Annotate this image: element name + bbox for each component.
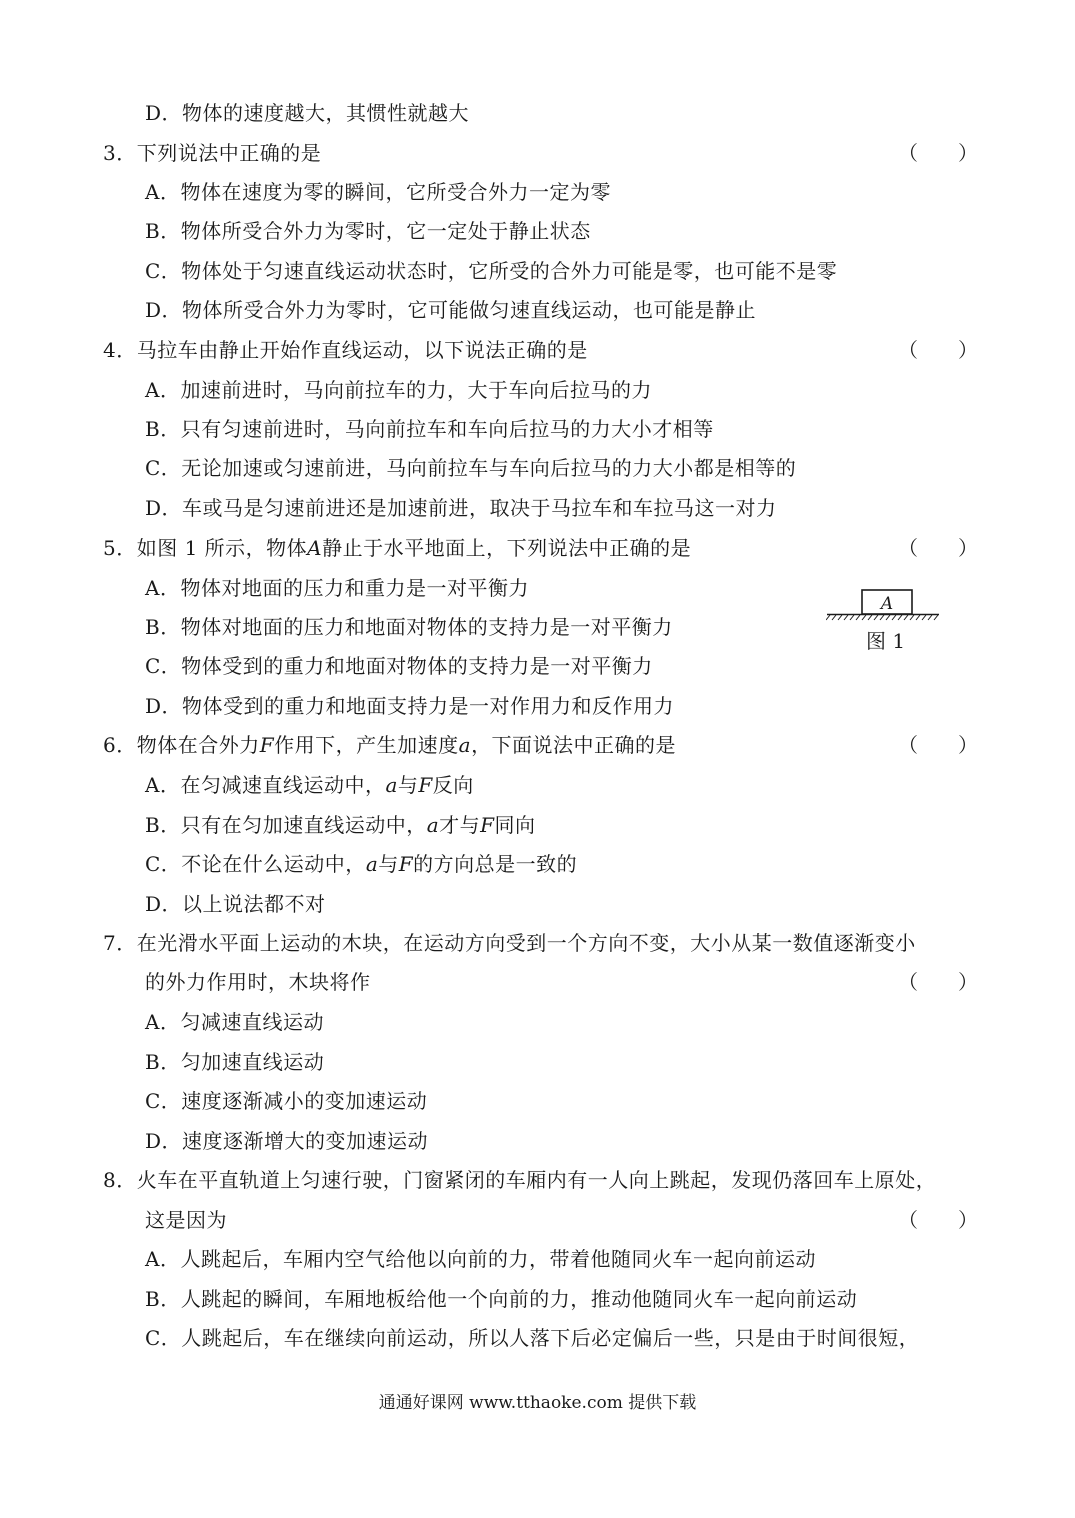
q7-option-a: A．匀减速直线运动 — [145, 1010, 324, 1034]
q6-option-a — [145, 771, 474, 799]
figure-1-drawing — [826, 588, 940, 628]
q6-stem — [103, 731, 676, 759]
q5-stem-post: 静止于水平地面上，下列说法中正确的是 — [322, 536, 692, 560]
q5-stem — [103, 534, 691, 562]
q3-option-b: B．物体所受合外力为零时，它一定处于静止状态 — [145, 219, 591, 243]
q4-option-d: D．车或马是匀速前进还是加速前进，取决于马拉车和车拉马这一对力 — [145, 496, 777, 520]
q7-option-b: B．匀加速直线运动 — [145, 1050, 325, 1074]
ground-hatching — [826, 615, 938, 620]
q8-option-c: C．人跳起后，车在继续向前运动，所以人落下后必定偏后一些，只是由于时间很短， — [145, 1326, 920, 1350]
q6-option-a-pre: A．在匀减速直线运动中， — [145, 773, 386, 797]
block-a-label: A — [880, 594, 894, 614]
q6-option-b-var-a: a — [426, 813, 440, 837]
q4-stem: 4．马拉车由静止开始作直线运动，以下说法正确的是 — [103, 338, 588, 362]
q6-option-c — [145, 850, 577, 878]
q8-option-a: A．人跳起后，车厢内空气给他以向前的力，带着他随同火车一起向前运动 — [145, 1247, 816, 1271]
q8-answer-paren: （ ） — [898, 1208, 978, 1232]
q6-option-c-var-f: F — [398, 852, 414, 876]
q5-option-b: B．物体对地面的压力和地面对物体的支持力是一对平衡力 — [145, 615, 673, 639]
q3-option-a: A．物体在速度为零的瞬间，它所受合外力一定为零 — [145, 180, 611, 204]
q6-option-a-var-f: F — [418, 773, 433, 797]
q4-option-a: A．加速前进时，马向前拉车的力，大于车向后拉马的力 — [145, 378, 652, 402]
q5-stem-var: A — [307, 536, 323, 560]
q6-option-b-post: 同向 — [494, 813, 536, 837]
q8-stem-line2: 这是因为 — [145, 1208, 227, 1232]
q6-option-b-var-f: F — [480, 813, 495, 837]
q5-option-d: D．物体受到的重力和地面支持力是一对作用力和反作用力 — [145, 694, 675, 718]
q7-option-d: D．速度逐渐增大的变加速运动 — [145, 1129, 429, 1153]
q6-option-b — [145, 811, 536, 839]
q5-option-c: C．物体受到的重力和地面对物体的支持力是一对平衡力 — [145, 654, 653, 678]
q8-stem-line1: 8．火车在平直轨道上匀速行驶，门窗紧闭的车厢内有一人向上跳起，发现仍落回车上原处， — [103, 1168, 937, 1192]
q7-stem-line1: 7．在光滑水平面上运动的木块，在运动方向受到一个方向不变，大小从某一数值逐渐变小 — [103, 931, 916, 955]
q6-option-d: D．以上说法都不对 — [145, 892, 326, 916]
q4-answer-paren: （ ） — [898, 338, 978, 362]
q8-option-b: B．人跳起的瞬间，车厢地板给他一个向前的力，推动他随同火车一起向前运动 — [145, 1287, 858, 1311]
q6-stem-post: ，下面说法中正确的是 — [471, 733, 677, 757]
page-footer: 通通好课网 www.tthaoke.com 提供下载 — [378, 1393, 697, 1413]
q6-option-a-var-a: a — [385, 773, 398, 797]
q3-stem: 3．下列说法中正确的是 — [103, 141, 322, 165]
q2-option-d: D．物体的速度越大，其惯性就越大 — [145, 101, 470, 125]
q6-stem-mid: 作用下，产生加速度 — [274, 733, 459, 757]
q7-option-c: C．速度逐渐减小的变加速运动 — [145, 1089, 428, 1113]
q3-option-c: C．物体处于匀速直线运动状态时，它所受的合外力可能是零，也可能不是零 — [145, 259, 838, 283]
q5-option-a: A．物体对地面的压力和重力是一对平衡力 — [145, 576, 529, 600]
q5-stem-pre: 5．如图 1 所示，物体 — [103, 536, 308, 560]
q6-option-b-mid: 才与 — [439, 813, 481, 837]
q6-option-b-pre: B．只有在匀加速直线运动中， — [145, 813, 427, 837]
q6-option-c-mid: 与 — [378, 852, 399, 876]
q6-option-a-post: 反向 — [432, 773, 474, 797]
q3-answer-paren: （ ） — [898, 141, 978, 165]
q6-option-c-post: 的方向总是一致的 — [413, 852, 578, 876]
q6-stem-var-a: a — [458, 733, 472, 757]
q7-stem-line2: 的外力作用时，木块将作 — [145, 970, 371, 994]
q4-option-b: B．只有匀速前进时，马向前拉车和车向后拉马的力大小才相等 — [145, 417, 714, 441]
q6-option-c-var-a: a — [365, 852, 379, 876]
q7-answer-paren: （ ） — [898, 970, 978, 994]
q3-option-d: D．物体所受合外力为零时，它可能做匀速直线运动，也可能是静止 — [145, 298, 757, 322]
q4-option-c: C．无论加速或匀速前进，马向前拉车与车向后拉马的力大小都是相等的 — [145, 456, 797, 480]
q5-answer-paren: （ ） — [898, 536, 978, 560]
q6-stem-pre: 6．物体在合外力 — [103, 733, 260, 757]
q6-option-c-pre: C．不论在什么运动中， — [145, 852, 366, 876]
figure-1-caption: 图 1 — [866, 629, 906, 653]
q6-stem-var-f: F — [259, 733, 275, 757]
q6-answer-paren: （ ） — [898, 733, 978, 757]
q6-option-a-mid: 与 — [397, 773, 419, 797]
